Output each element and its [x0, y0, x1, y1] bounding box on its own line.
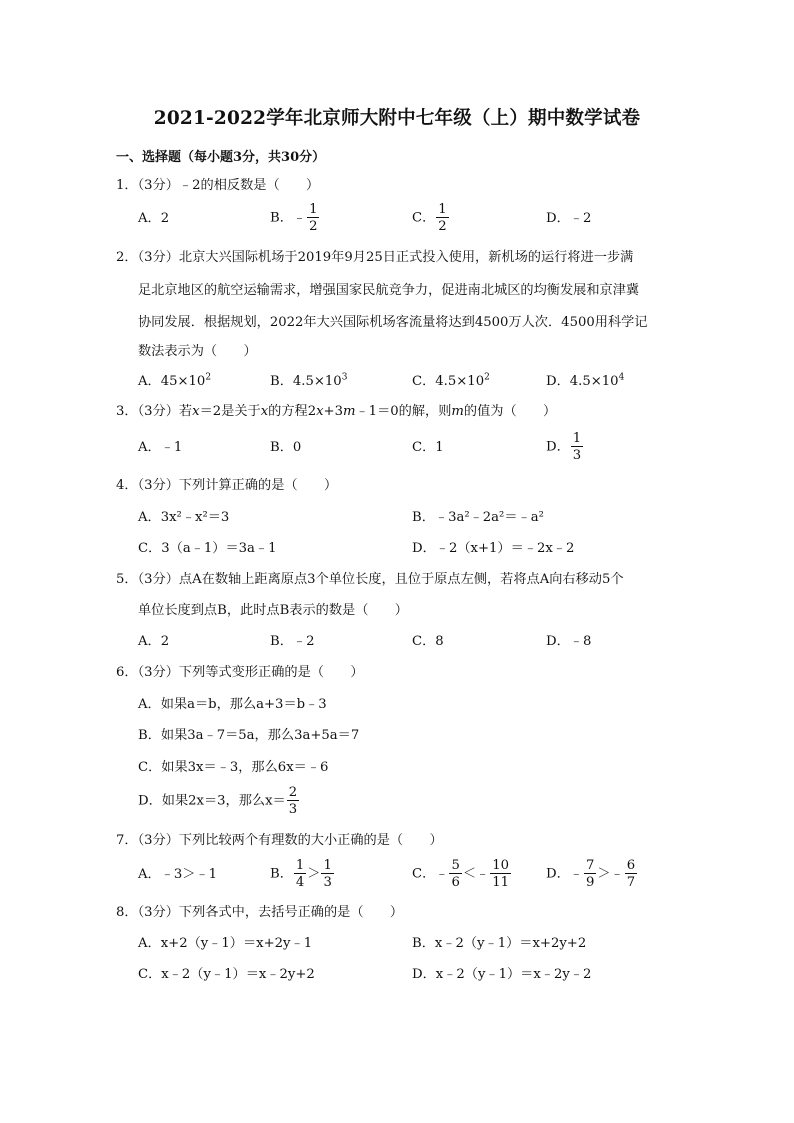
exponent: 2 [484, 372, 490, 383]
q2-option-a-text: A．45×10 [138, 374, 206, 389]
fraction-denominator: 3 [323, 875, 332, 891]
fraction [625, 859, 637, 889]
q6-option-b: B．如果3a﹣7＝5a，那么3a+5a＝7 [138, 728, 360, 743]
comparison-operator: ＜﹣ [462, 866, 490, 882]
question-4-stem: 4．（3分）下列计算正确的是（ ） [116, 478, 338, 493]
fraction-numerator: 1 [438, 202, 447, 217]
q2-option-c-text: C．4.5×10 [412, 374, 485, 389]
q3-option-d-label: D． [546, 439, 570, 455]
comparison-operator: ＞ [307, 866, 321, 882]
question-5-line-1: 5．（3分）点A在数轴上距离原点3个单位长度，且位于原点左侧，若将点A向右移动5个 [116, 572, 624, 587]
question-7-stem: 7．（3分）下列比较两个有理数的大小正确的是（ ） [116, 833, 443, 848]
question-2-line-2: 足北京地区的航空运输需求，增强国家民航竞争力，促进南北城区的均衡发展和京津冀 [138, 283, 640, 298]
question-5-line-2: 单位长度到点B，此时点B表示的数是（ ） [138, 603, 408, 618]
stem-text: ﹣1＝0的解，则 [355, 404, 452, 419]
q1-option-c-label: C． [412, 210, 436, 226]
exponent: 3 [341, 372, 348, 383]
stem-text: 3．（3分）若 [116, 404, 193, 419]
fraction [584, 859, 596, 889]
fraction-numerator: 1 [572, 431, 582, 446]
question-1-stem: 1．（3分）﹣2的相反数是（ ） [116, 178, 320, 193]
q1-option-b-fraction [307, 203, 319, 233]
question-2-line-3: 协同发展．根据规划，2022年大兴国际机场客流量将达到4500万人次．4500用科学记 [138, 315, 648, 330]
q4-option-b: B．﹣3a²﹣2a²＝﹣a² [412, 510, 544, 525]
fraction-numerator: 6 [626, 858, 636, 873]
q7-option-a: A．﹣3＞﹣1 [138, 867, 218, 882]
q3-option-d-fraction [571, 432, 583, 462]
variable-x: x [260, 404, 269, 419]
q6-option-d-fraction [287, 786, 299, 816]
fraction-denominator: 11 [492, 875, 510, 891]
fraction [490, 859, 511, 889]
fraction-denominator: 3 [572, 448, 582, 464]
q7-option-c [412, 859, 512, 889]
question-2-line-4: 数法表示为（ ） [138, 344, 257, 359]
q5-option-c: C．8 [412, 634, 444, 649]
q6-option-c: C．如果3x＝﹣3，那么6x＝﹣6 [138, 760, 329, 775]
q5-option-d: D．﹣8 [546, 634, 592, 649]
question-3-stem [116, 403, 556, 421]
fraction-denominator: 9 [585, 875, 595, 891]
section-heading: 一、选择题（每小题3分，共30分） [116, 150, 326, 165]
q7-option-d-label: D．﹣ [546, 866, 583, 882]
stem-text: 的值为（ ） [463, 404, 557, 419]
q5-option-b: B．﹣2 [270, 634, 315, 649]
fraction-denominator: 6 [451, 875, 460, 891]
q7-option-b-label: B． [270, 866, 293, 882]
variable-m: m [342, 404, 356, 419]
question-6-stem: 6．（3分）下列等式变形正确的是（ ） [116, 665, 364, 680]
fraction-denominator: 2 [309, 219, 318, 235]
stem-text: ＝2是关于 [199, 404, 261, 419]
fraction-denominator: 2 [438, 219, 447, 235]
q8-option-d: D．x﹣2（y﹣1）＝x﹣2y﹣2 [412, 967, 592, 982]
fraction-denominator: 7 [626, 875, 636, 891]
q2-option-d [546, 373, 624, 391]
q4-option-c: C．3（a﹣1）＝3a﹣1 [138, 541, 277, 556]
q1-option-d: D．﹣2 [546, 211, 592, 226]
q4-option-a: A．3x²﹣x²＝3 [138, 510, 230, 525]
fraction [321, 859, 333, 889]
fraction-numerator: 10 [492, 858, 510, 873]
q8-option-a: A．x+2（y﹣1）＝x+2y﹣1 [138, 936, 313, 951]
q3-option-a: A．﹣1 [138, 440, 183, 455]
q4-option-d: D．﹣2（x+1）＝﹣2x﹣2 [412, 541, 575, 556]
fraction-denominator: 3 [288, 802, 298, 818]
q8-option-c: C．x﹣2（y﹣1）＝x﹣2y+2 [138, 967, 315, 982]
q6-option-d-label: D．如果2x＝3，那么x＝ [138, 793, 286, 809]
q3-option-c: C．1 [412, 440, 444, 455]
fraction-numerator: 2 [288, 785, 298, 800]
q6-option-d [138, 786, 300, 816]
fraction-numerator: 1 [309, 202, 318, 217]
q1-option-b-label: B．﹣ [270, 210, 307, 226]
stem-text: +3 [323, 404, 343, 419]
fraction-numerator: 1 [295, 858, 305, 873]
q2-option-a [138, 373, 211, 391]
fraction-numerator: 5 [451, 858, 460, 873]
q2-option-b [270, 373, 347, 391]
exponent: 4 [618, 372, 625, 383]
page-title: 2021-2022学年北京师大附中七年级（上）期中数学试卷 [153, 108, 641, 129]
q1-option-c-fraction [436, 203, 448, 233]
q7-option-d [546, 859, 638, 889]
q1-option-a: A．2 [138, 211, 170, 226]
stem-text: 的方程2 [268, 404, 317, 419]
fraction-numerator: 7 [585, 858, 595, 873]
comparison-operator: ＞﹣ [597, 866, 624, 882]
q2-option-d-text: D．4.5×10 [546, 374, 619, 389]
fraction [449, 859, 461, 889]
fraction-denominator: 4 [295, 875, 305, 891]
q6-option-a: A．如果a＝b，那么a+3＝b﹣3 [138, 697, 327, 712]
q5-option-a: A．2 [138, 634, 170, 649]
q1-option-b [270, 203, 320, 233]
q3-option-d [546, 432, 584, 462]
question-2-line-1: 2．（3分）北京大兴国际机场于2019年9月25日正式投入使用，新机场的运行将进一步满 [116, 250, 634, 265]
q7-option-c-label: C．﹣ [412, 866, 449, 882]
q1-option-c [412, 203, 450, 233]
variable-m: m [451, 404, 464, 419]
exponent: 2 [205, 372, 212, 383]
question-8-stem: 8．（3分）下列各式中，去括号正确的是（ ） [116, 905, 404, 920]
variable-x: x [192, 404, 200, 419]
fraction-numerator: 1 [323, 858, 332, 873]
q2-option-b-text: B．4.5×10 [270, 374, 342, 389]
fraction [294, 859, 306, 889]
q7-option-b [270, 859, 335, 889]
q3-option-b: B．0 [270, 440, 302, 455]
q2-option-c [412, 373, 490, 391]
q8-option-b: B．x﹣2（y﹣1）＝x+2y+2 [412, 936, 587, 951]
variable-x: x [316, 404, 324, 419]
